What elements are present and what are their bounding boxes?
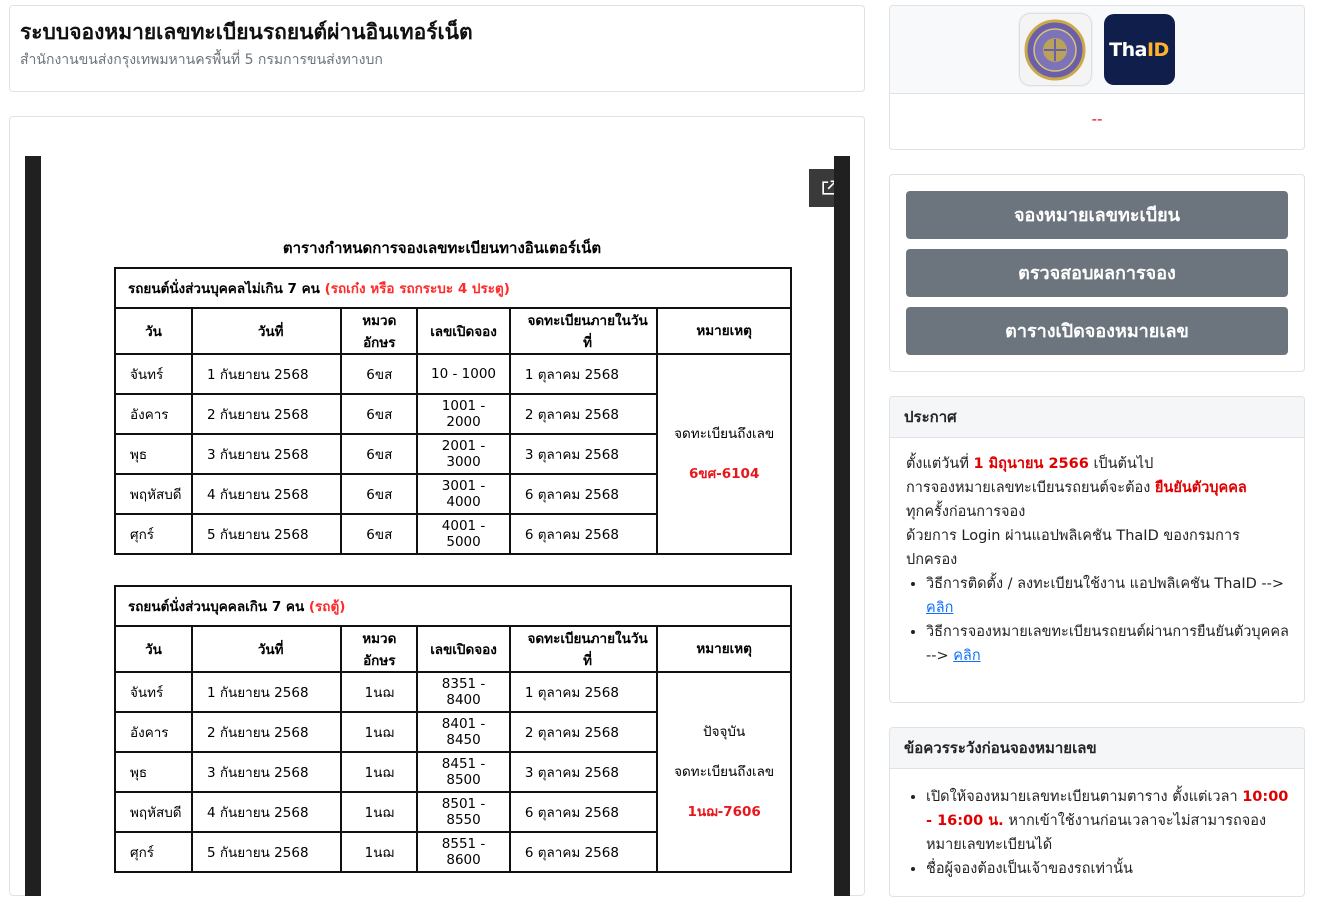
schedule-table-van [114,585,792,873]
table-header-row: วัน วันที่ หมวดอักษร เลขเปิดจอง จดทะเบียนภายในวันที่ หมายเหตุ [115,626,791,672]
menu-card [889,174,1305,372]
table-row: จันทร์ 1 กันยายน 2568 6ขส 10 - 1000 1 ตุลาคม 2568 จดทะเบียนถึงเลข 6ขศ-6104 [115,354,791,394]
thaid-login-button[interactable] [1104,14,1175,85]
site-subtitle: สำนักงานขนส่งกรุงเทพมหานครพื้นที่ 5 กรมการขนส่งทางบก [20,52,383,68]
table-row: พฤหัสบดี 4 กันยายน 2568 6ขส 3001 - 4000 6 ตุลาคม 2568 [115,474,791,514]
thaid-install-link[interactable]: คลิก [926,600,954,616]
check-result-button[interactable]: ตรวจสอบผลการจอง [906,249,1288,297]
announcement-card [889,396,1305,703]
caution-heading: ข้อควรระวังก่อนจองหมายเลข [890,728,1304,769]
schedule-button[interactable]: ตารางเปิดจองหมายเลข [906,307,1288,355]
announcement-body: ตั้งแต่วันที่ 1 มิถุนายน 2566 เป็นต้นไป การจองหมายเลขทะเบียนรถยนต์จะต้อง ยืนยันตัวบุคคล ทุกครั้งก่อนการจอง ด้วยการ Login ผ่านแอปพลิเคชัน ThaID ของกรมการปกครอง • วิธีการติดตั้ง / ลงทะเบียนใช้งาน แอปพลิเคชัน ThaID --> คลิก • วิธีการจองหมายเลขทะเบียนรถยนต์ผ่านการยืนยันตัวบุคคล --> คลิก [890,438,1304,668]
list-item: • ชื่อผู้จองต้องเป็นเจ้าของรถเท่านั้น [926,857,1290,881]
header-card [9,5,865,92]
booking-guide-link[interactable]: คลิก [953,648,981,664]
dlt-seal-icon [1024,19,1086,81]
table-row: พฤหัสบดี 4 กันยายน 2568 1นฌ 8501 - 8550 6 ตุลาคม 2568 [115,792,791,832]
announcement-heading: ประกาศ [890,397,1304,438]
table-header-row: วัน วันที่ หมวดอักษร เลขเปิดจอง จดทะเบียนภายในวันที่ หมายเหตุ [115,308,791,354]
table-row: ศุกร์ 5 กันยายน 2568 6ขส 4001 - 5000 6 ตุลาคม 2568 [115,514,791,554]
table-row: พุธ 3 กันยายน 2568 6ขส 2001 - 3000 3 ตุลาคม 2568 [115,434,791,474]
site-title: ระบบจองหมายเลขทะเบียนรถยนต์ผ่านอินเทอร์เน็ต [20,20,473,44]
thaid-logo: ThaID [1109,38,1169,61]
table-caption: รถยนต์นั่งส่วนบุคคลไม่เกิน 7 คน (รถเก๋ง หรือ รถกระบะ 4 ประตู) [115,268,791,308]
caution-body [890,769,1304,881]
table-caption: รถยนต์นั่งส่วนบุคคลเกิน 7 คน (รถตู้) [115,586,791,626]
table-row: อังคาร 2 กันยายน 2568 6ขส 1001 - 2000 2 ตุลาคม 2568 [115,394,791,434]
table-row: จันทร์ 1 กันยายน 2568 1นฌ 8351 - 8400 1 ตุลาคม 2568 ปัจจุบัน จดทะเบียนถึงเลข 1นฌ-7606 [115,672,791,712]
viewer-scrollbar[interactable] [834,156,850,896]
schedule-card [9,116,865,896]
schedule-table-sedan [114,267,792,555]
login-status: -- [1091,110,1103,128]
document-title: ตารางกำหนดการจองเลขทะเบียนทางอินเตอร์เน็ต [282,239,602,257]
login-logos [890,6,1304,94]
table-row: พุธ 3 กันยายน 2568 1นฌ 8451 - 8500 3 ตุลาคม 2568 [115,752,791,792]
table-note: จดทะเบียนถึงเลข 6ขศ-6104 [657,354,791,554]
caution-card [889,727,1305,897]
table-note: ปัจจุบัน จดทะเบียนถึงเลข 1นฌ-7606 [657,672,791,872]
list-item: • วิธีการจองหมายเลขทะเบียนรถยนต์ผ่านการยืนยันตัวบุคคล --> คลิก [926,620,1290,668]
login-card [889,5,1305,150]
list-item: • เปิดให้จองหมายเลขทะเบียนตามตาราง ตั้งแต่เวลา 10:00 - 16:00 น. หากเข้าใช้งานก่อนเวลาจะไม่สามารถจองหมายเลขทะเบียนได้ [926,785,1290,857]
document-viewer[interactable] [25,156,850,896]
dlt-logo [1020,14,1091,85]
list-item: • วิธีการติดตั้ง / ลงทะเบียนใช้งาน แอปพลิเคชัน ThaID --> คลิก [926,572,1290,620]
table-row: อังคาร 2 กันยายน 2568 1นฌ 8401 - 8450 2 ตุลาคม 2568 [115,712,791,752]
book-plate-button[interactable]: จองหมายเลขทะเบียน [906,191,1288,239]
table-row: ศุกร์ 5 กันยายน 2568 1นฌ 8551 - 8600 6 ตุลาคม 2568 [115,832,791,872]
